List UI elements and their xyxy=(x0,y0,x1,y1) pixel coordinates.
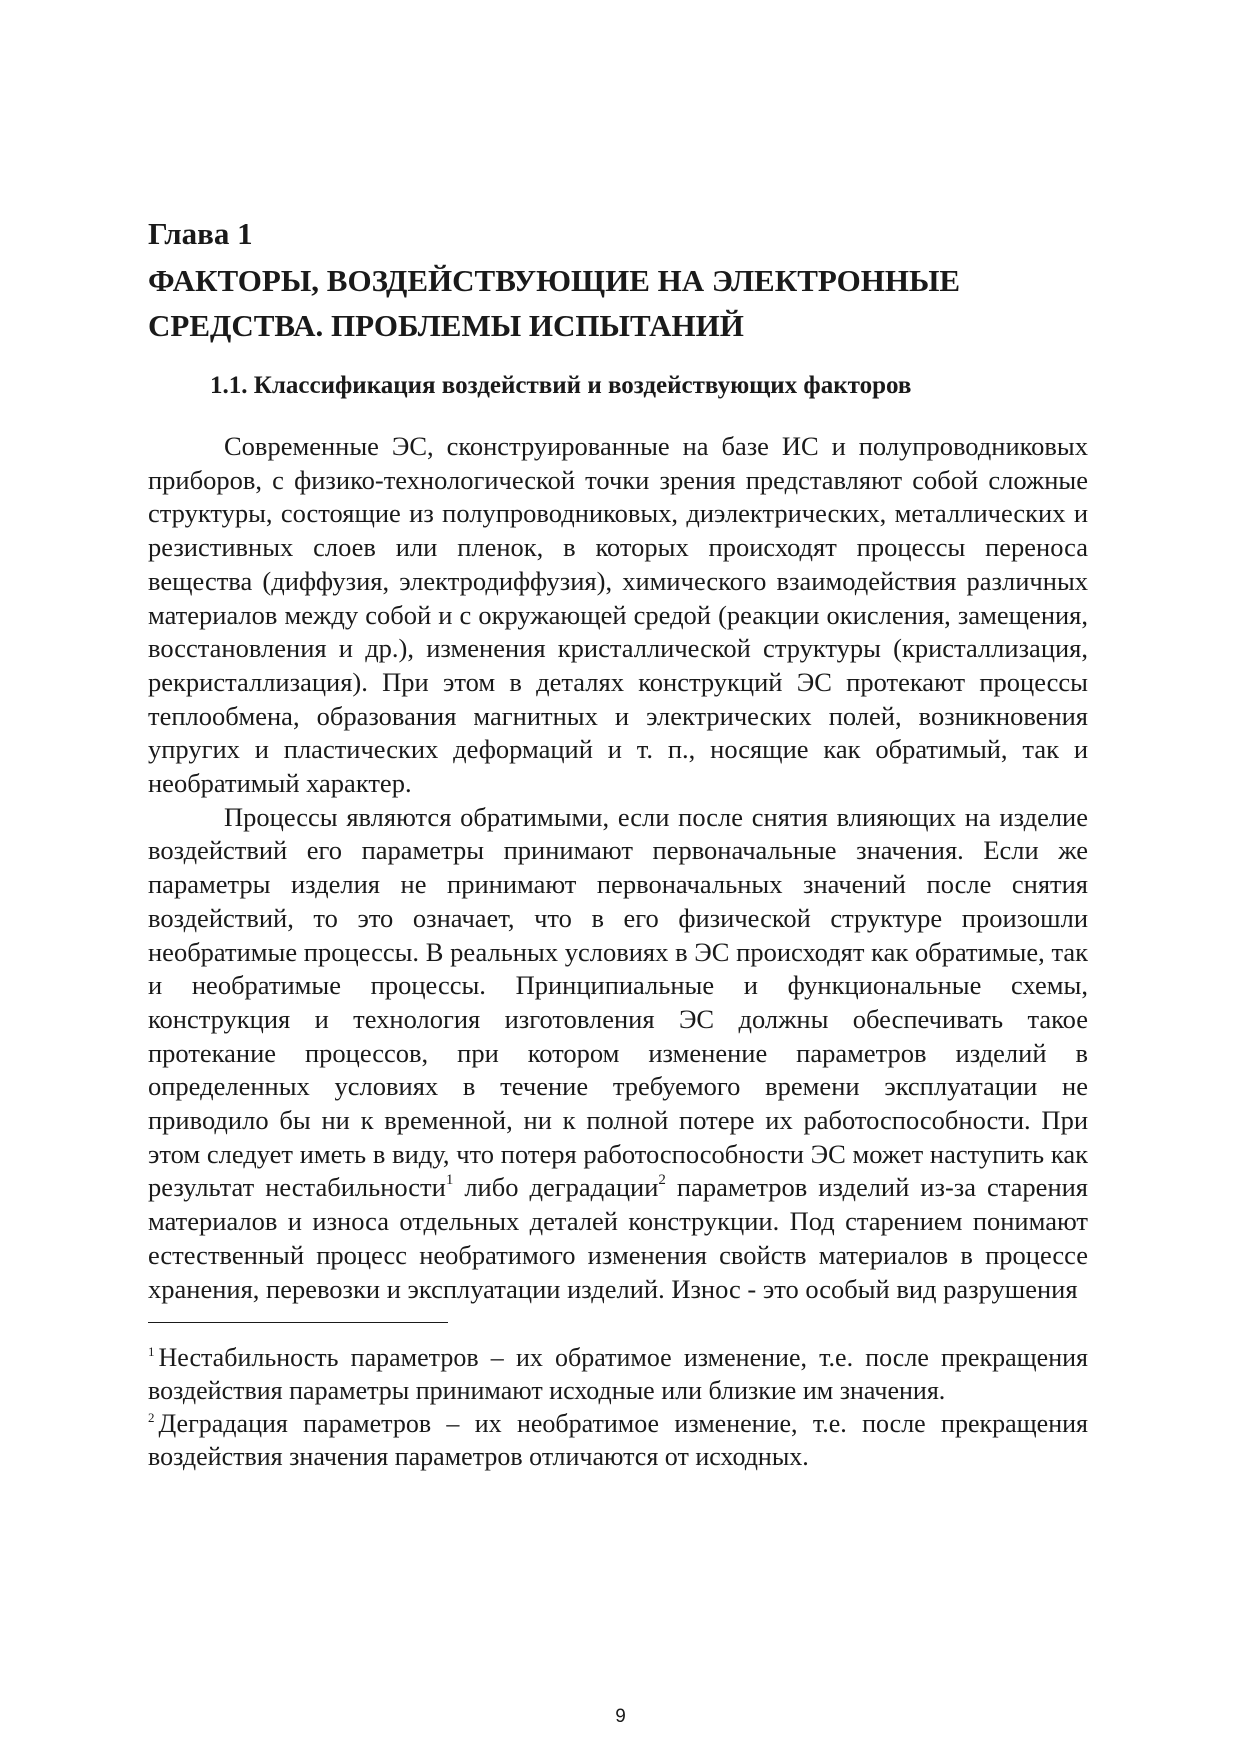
paragraph-2-part-3: параметров изделий из-за старения материалов и износа отдельных деталей конструкции. Под старением понимают естественный процесс необратимого изменения свойств материалов в процессе хранения, перевозки и эксплуатации изделий. Износ - это особый вид разрушения xyxy=(148,1172,1088,1304)
footnote-ref-2: 2 xyxy=(658,1172,666,1189)
paragraph-1: Современные ЭС, сконструированные на базе ИС и полупроводниковых приборов, с физико-технологической точки зрения представляют собой сложные структуры, состоящие из полупроводниковых, диэлектрических, металлических и резистивных слоев или пленок, в которых происходят процессы переноса вещества (диффузия, электродиффузия), химического взаимодействия различных материалов между собой и с окружающей средой (реакции окисления, замещения, восстановления и др.), изменения кристаллической структуры (кристаллизация, рекристаллизация). При этом в деталях конструкций ЭС протекают процессы теплообмена, образования магнитных и электрических полей, возникновения упругих и пластических деформаций и т. п., носящие как обратимый, так и необратимый характер. xyxy=(148,431,1088,799)
footnote-text-2: Деградация параметров – их необратимое изменение, т.е. после прекращения воздействия значения параметров отличаются от исходных. xyxy=(148,1409,1088,1472)
body-text xyxy=(148,430,1088,1306)
footnote-marker-1: 1 xyxy=(148,1344,155,1360)
chapter-label: Глава 1 xyxy=(148,216,253,251)
paragraph-2-part-2: либо деградации xyxy=(464,1172,659,1203)
chapter-title: ФАКТОРЫ, ВОЗДЕЙСТВУЮЩИЕ НА ЭЛЕКТРОННЫЕ СРЕДСТВА. ПРОБЛЕМЫ ИСПЫТАНИЙ xyxy=(148,263,961,343)
footnote-text-1: Нестабильность параметров – их обратимое изменение, т.е. после прекращения воздействия параметры принимают исходные или близкие им значения. xyxy=(148,1343,1088,1406)
footnote-marker-2: 2 xyxy=(148,1410,155,1426)
section-title: 1.1. Классификация воздействий и воздействующих факторов xyxy=(210,372,912,399)
page-number: 9 xyxy=(615,1706,626,1727)
paragraph-2-part-1: Процессы являются обратимыми, если после снятия влияющих на изделие воздействий его параметры принимают первоначальные значения. Если же параметры изделия не принимают первоначальных значений после снятия воздействий, то это означает, что в его физической структуре произошли необратимые процессы. В реальных условиях в ЭС происходят как обратимые, так и необратимые процессы. Принципиальные и функциональные схемы, конструкция и технология изготовления ЭС должны обеспечивать такое протекание процессов, при котором изменение параметров изделий в определенных условиях в течение требуемого времени эксплуатации не приводило бы ни к временной, ни к полной потере их работоспособности. При этом следует иметь в виду, что потеря работоспособности ЭС может наступить как результат нестабильности xyxy=(148,801,1088,1203)
footnote-divider xyxy=(148,1322,448,1323)
paragraph-2 xyxy=(148,801,1088,1307)
page-content xyxy=(148,216,1088,1473)
footnote-1 xyxy=(148,1341,1088,1407)
footnote-2 xyxy=(148,1407,1088,1473)
footnote-ref-1: 1 xyxy=(445,1172,454,1189)
footnotes xyxy=(148,1341,1088,1473)
